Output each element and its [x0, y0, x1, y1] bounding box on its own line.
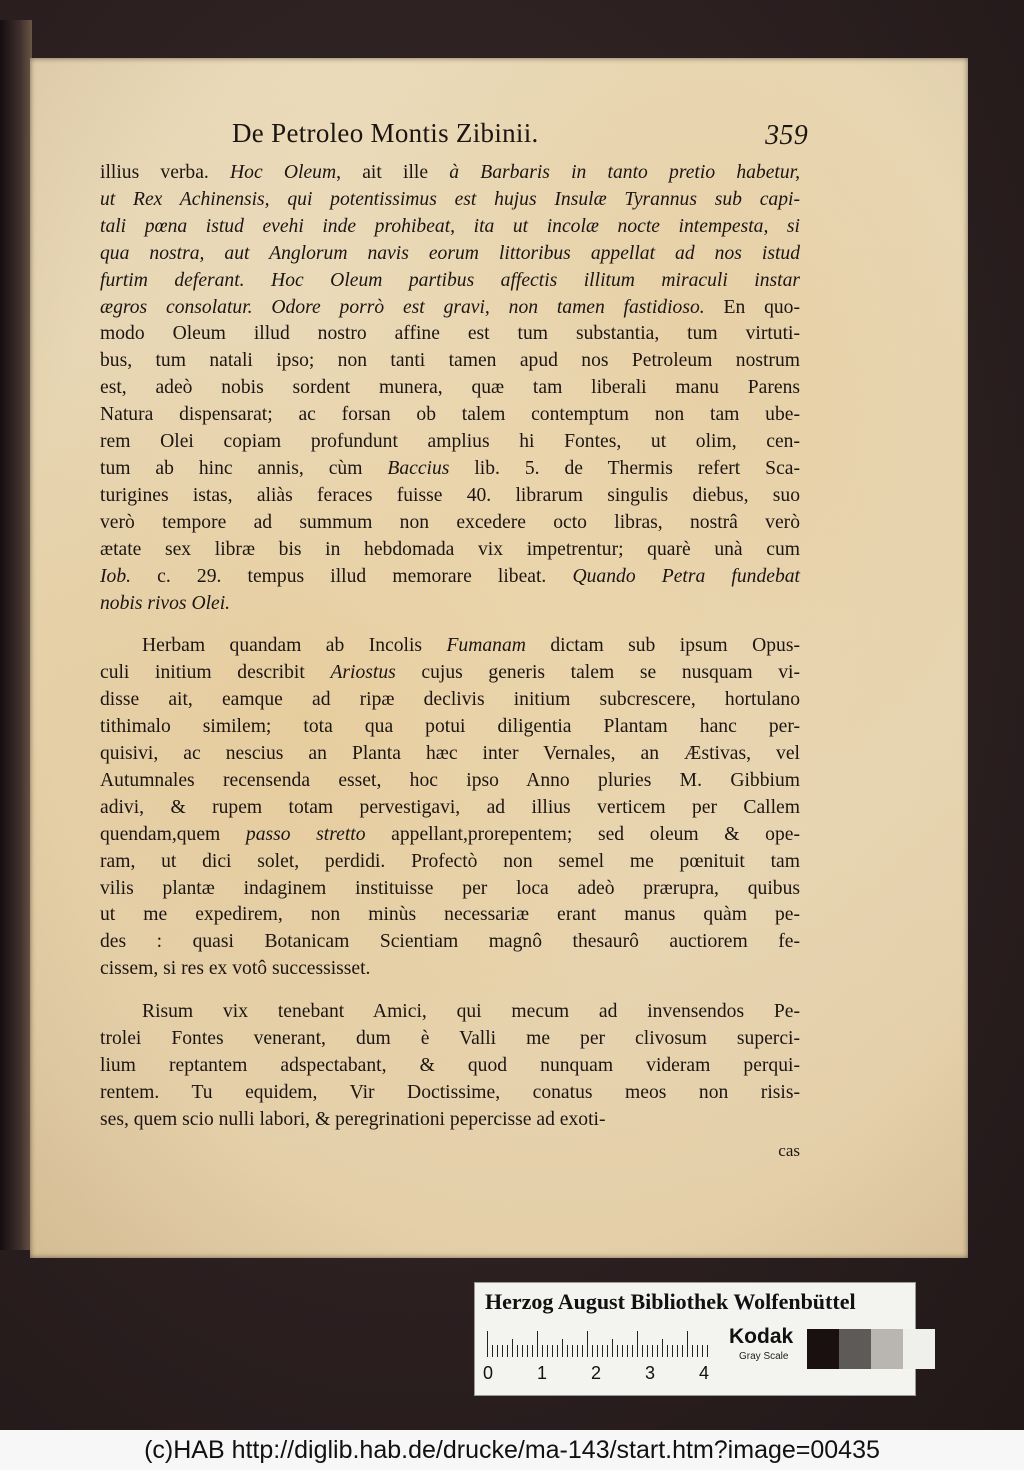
ruler-tick: [702, 1345, 703, 1357]
ruler-tick: [682, 1345, 683, 1357]
italic-run: Quando Petra fundebat: [572, 565, 801, 587]
text-line: [100, 768, 800, 795]
ruler-tick: [547, 1345, 548, 1357]
text-line: [100, 849, 800, 876]
ruler-tick: [587, 1331, 588, 1357]
roman-run: Risum vix tenebant Amici, qui mecum ad invensendos Pe-: [142, 1001, 800, 1023]
italic-run: Iob.: [100, 565, 132, 587]
ruler-tick: [632, 1345, 633, 1357]
text-line: [100, 795, 800, 822]
text-line: [100, 714, 800, 741]
roman-run: ætate sex libræ bis in hebdomada vix impetrentur; quarè unà cum: [100, 538, 800, 560]
ruler-tick: [662, 1339, 663, 1357]
gray-scale-patches: [807, 1329, 935, 1369]
roman-run: lib. 5. de Thermis refert Sca-: [449, 457, 800, 479]
roman-run: bus, tum natali ipso; non tanti tamen apud nos Petroleum nostrum: [100, 350, 800, 372]
roman-run: adivi, & rupem totam pervestigavi, ad illius verticem per Callem: [100, 796, 800, 818]
ruler-number: 2: [591, 1363, 602, 1383]
roman-run: appellant,prorepentem; sed oleum & ope-: [365, 823, 800, 845]
ruler-tick: [617, 1345, 618, 1357]
italic-run: qua nostra, aut Anglorum navis eorum littoribus appellat ad nos istud: [100, 242, 800, 264]
italic-run: nobis rivos Olei.: [100, 592, 231, 614]
ruler-tick: [692, 1345, 693, 1357]
roman-run: illius verba.: [100, 162, 231, 183]
ruler-tick: [697, 1345, 698, 1357]
text-line: [100, 321, 800, 348]
ruler-tick: [592, 1345, 593, 1357]
text-line: [100, 402, 800, 429]
roman-run: trolei Fontes venerant, dum è Valli me per clivosum superci-: [100, 1028, 800, 1050]
text-line: [100, 241, 800, 268]
ruler-tick: [677, 1345, 678, 1357]
text-line: [100, 537, 800, 564]
text-line: [100, 687, 800, 714]
running-title: De Petroleo Montis Zibinii.: [232, 118, 539, 148]
text-line: [100, 902, 800, 929]
roman-run: En quo-: [704, 296, 800, 318]
text-line: [100, 456, 800, 483]
italic-run: Hoc Oleum: [230, 162, 337, 183]
roman-run: ram, ut dici solet, perdidi. Profectò non semel me pœnituit tam: [100, 850, 800, 872]
ruler-tick: [652, 1345, 653, 1357]
text-line: [100, 633, 800, 660]
ruler-tick: [637, 1331, 638, 1357]
text-line: [100, 741, 800, 768]
roman-run: turigines istas, aliàs feraces fuisse 40. librarum singulis diebus, suo: [100, 484, 800, 506]
ruler-tick: [582, 1345, 583, 1357]
ruler-tick: [562, 1339, 563, 1357]
ruler-number: 4: [699, 1363, 710, 1383]
ruler-tick: [577, 1345, 578, 1357]
ruler-tick: [557, 1345, 558, 1357]
ruler-tick: [707, 1345, 708, 1357]
catchword: cas: [778, 1140, 800, 1160]
text-line: [100, 160, 800, 187]
roman-run: ut me expedirem, non minùs necessariæ erant manus quàm pe-: [100, 904, 800, 926]
roman-run: , ait ille: [336, 162, 450, 183]
roman-run: est, adeò nobis sordent munera, quæ tam liberali manu Parens: [100, 377, 800, 399]
italic-run: passo stretto: [245, 823, 366, 845]
text-line: [100, 1053, 800, 1080]
ruler-number: 1: [537, 1363, 548, 1383]
ruler-tick: [542, 1345, 543, 1357]
roman-run: lium reptantem adspectabant, & quod nunquam videram perqui-: [100, 1055, 800, 1076]
text-line: [100, 214, 800, 241]
running-head: [100, 108, 808, 160]
text-line: [100, 876, 800, 903]
ruler-tick: [572, 1345, 573, 1357]
italic-run: ut Rex Achinensis, qui potentissimus est hujus Insulæ Tyrannus sub capi-: [100, 188, 800, 210]
text-line: [100, 956, 800, 983]
ruler-tick: [602, 1345, 603, 1357]
ruler-tick: [512, 1339, 513, 1357]
ruler-number: 0: [483, 1363, 494, 1383]
ruler-tick: [522, 1345, 523, 1357]
text-line: [100, 999, 800, 1026]
ruler-number: 3: [645, 1363, 656, 1383]
ruler-tick: [502, 1345, 503, 1357]
gray-patch: [839, 1329, 871, 1369]
page-number: 359: [765, 120, 808, 151]
roman-run: disse ait, eamque ad ripæ declivis initium subcrescere, hortulano: [100, 689, 800, 711]
text-line: [100, 822, 800, 849]
ruler-tick: [647, 1345, 648, 1357]
ruler-tick: [687, 1331, 688, 1357]
italic-run: à Barbaris in tanto pretio habetur,: [449, 162, 800, 183]
book-page: [30, 58, 968, 1258]
library-name: Herzog August Bibliothek Wolfenbüttel: [485, 1289, 856, 1314]
paragraph-2: [100, 633, 800, 983]
text-line: [100, 1080, 800, 1107]
ruler-tick: [672, 1345, 673, 1357]
ruler-tick: [517, 1345, 518, 1357]
text-line: [100, 510, 800, 537]
text-line: [100, 295, 800, 322]
text-line: [100, 1026, 800, 1053]
ruler-tick: [597, 1345, 598, 1357]
italic-run: Fumanam: [446, 635, 526, 657]
text-line: [100, 660, 800, 687]
paragraph-3: [100, 999, 800, 1134]
ruler-tick: [532, 1345, 533, 1357]
text-line: [100, 187, 800, 214]
roman-run: c. 29. tempus illud memorare libeat.: [131, 565, 573, 587]
ruler-tick: [657, 1345, 658, 1357]
text-line: [100, 375, 800, 402]
roman-run: quendam,quem: [100, 823, 246, 845]
italic-run: Baccius: [387, 457, 450, 479]
text-line: [100, 268, 800, 295]
text-line: [100, 429, 800, 456]
kodak-logo: Kodak: [729, 1325, 794, 1348]
copyright-url-footer: (c)HAB http://diglib.hab.de/drucke/ma-143/start.htm?image=00435: [0, 1430, 1024, 1470]
roman-run: rentem. Tu equidem, Vir Doctissime, conatus meos non risis-: [100, 1081, 800, 1103]
ruler-tick: [492, 1345, 493, 1357]
color-target-card: [474, 1282, 916, 1396]
italic-run: Ariostus: [330, 662, 396, 684]
italic-run: ægros consolatur. Odore porrò est gravi, non tamen fastidioso.: [100, 296, 705, 318]
ruler-tick: [487, 1331, 488, 1357]
paragraph-1: [100, 160, 800, 617]
roman-run: cissem, si res ex votô successisset.: [100, 958, 371, 980]
roman-run: Autumnales recensenda esset, hoc ipso Anno pluries M. Gibbium: [100, 769, 800, 791]
body-text: [100, 160, 800, 1165]
ruler-tick: [497, 1345, 498, 1357]
ruler-tick: [527, 1345, 528, 1357]
text-line: [100, 564, 800, 591]
italic-run: furtim deferant. Hoc Oleum partibus affectis illitum miraculi instar: [100, 269, 800, 291]
roman-run: dictam sub ipsum Opus-: [525, 635, 800, 657]
ruler-tick: [622, 1345, 623, 1357]
roman-run: vilis plantæ indaginem instituisse per loca adeò prærupra, quibus: [100, 877, 800, 899]
ruler-tick: [552, 1345, 553, 1357]
roman-run: des : quasi Botanicam Scientiam magnô thesaurô auctiorem fe-: [100, 931, 800, 953]
roman-run: tum ab hinc annis, cùm: [100, 457, 388, 479]
roman-run: culi initium describit: [100, 662, 331, 684]
ruler-tick: [537, 1331, 538, 1357]
gray-patch: [807, 1329, 839, 1369]
roman-run: tithimalo similem; tota qua potui diligentia Plantam hanc per-: [100, 716, 800, 738]
ruler-tick: [612, 1339, 613, 1357]
ruler-tick: [607, 1345, 608, 1357]
measurement-ruler: [487, 1331, 717, 1357]
gray-patch: [903, 1329, 935, 1369]
ruler-tick: [667, 1345, 668, 1357]
book-binding-edge: [0, 20, 32, 1250]
text-line: [100, 929, 800, 956]
text-line: [100, 591, 800, 618]
roman-run: verò tempore ad summum non excedere octo libras, nostrâ verò: [100, 511, 800, 533]
roman-run: cujus generis talem se nusquam vi-: [395, 662, 800, 684]
text-line: [100, 483, 800, 510]
ruler-tick: [507, 1345, 508, 1357]
roman-run: modo Oleum illud nostro affine est tum substantia, tum virtuti-: [100, 323, 800, 345]
roman-run: ses, quem scio nulli labori, & peregrinationi pepercisse ad exoti-: [100, 1108, 606, 1130]
roman-run: rem Olei copiam profundunt amplius hi Fontes, ut olim, cen-: [100, 431, 800, 453]
roman-run: Natura dispensarat; ac forsan ob talem contemptum non tam ube-: [100, 404, 800, 426]
roman-run: quisivi, ac nescius an Planta hæc inter Vernales, an Æstivas, vel: [100, 743, 800, 765]
text-line: [100, 1107, 800, 1134]
ruler-tick: [642, 1345, 643, 1357]
roman-run: Herbam quandam ab Incolis: [142, 635, 447, 657]
page-content: [100, 108, 808, 1165]
gray-scale-label: Gray Scale: [739, 1351, 789, 1362]
italic-run: tali pœna istud evehi inde prohibeat, ita ut incolæ nocte intempesta, si: [100, 215, 800, 237]
text-line: [100, 348, 800, 375]
ruler-tick: [567, 1345, 568, 1357]
gray-patch: [871, 1329, 903, 1369]
ruler-tick: [627, 1345, 628, 1357]
ruler-numbers: [485, 1363, 725, 1387]
